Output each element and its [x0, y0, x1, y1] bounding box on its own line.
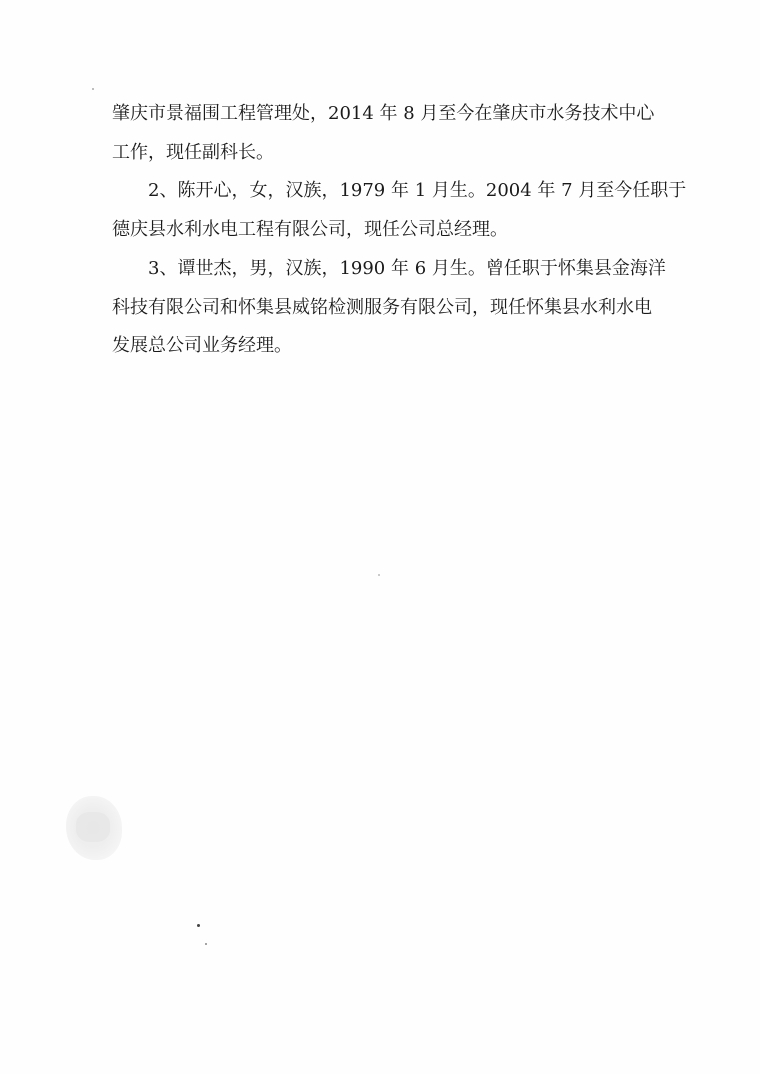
scan-speck: [197, 924, 200, 927]
scan-speck: [378, 574, 380, 576]
paragraph-line: 科技有限公司和怀集县威铭检测服务有限公司，现任怀集县水利水电: [112, 296, 652, 318]
paragraph-line: 德庆县水利水电工程有限公司，现任公司总经理。: [112, 219, 508, 241]
scan-speck: [92, 88, 94, 90]
paragraph-line: 2、陈开心，女，汉族，1979 年 1 月生。2004 年 7 月至今任职于: [148, 180, 687, 202]
paragraph-line: 工作，现任副科长。: [112, 141, 274, 163]
scan-speck: [205, 943, 207, 945]
faded-stamp-center: [76, 812, 110, 842]
document-body: [112, 95, 687, 366]
paragraph-line: 发展总公司业务经理。: [112, 335, 292, 357]
paragraph-line: 3、谭世杰，男，汉族，1990 年 6 月生。曾任职于怀集县金海洋: [148, 257, 666, 279]
paragraph-line: 肇庆市景福围工程管理处，2014 年 8 月至今在肇庆市水务技术中心: [112, 103, 655, 124]
